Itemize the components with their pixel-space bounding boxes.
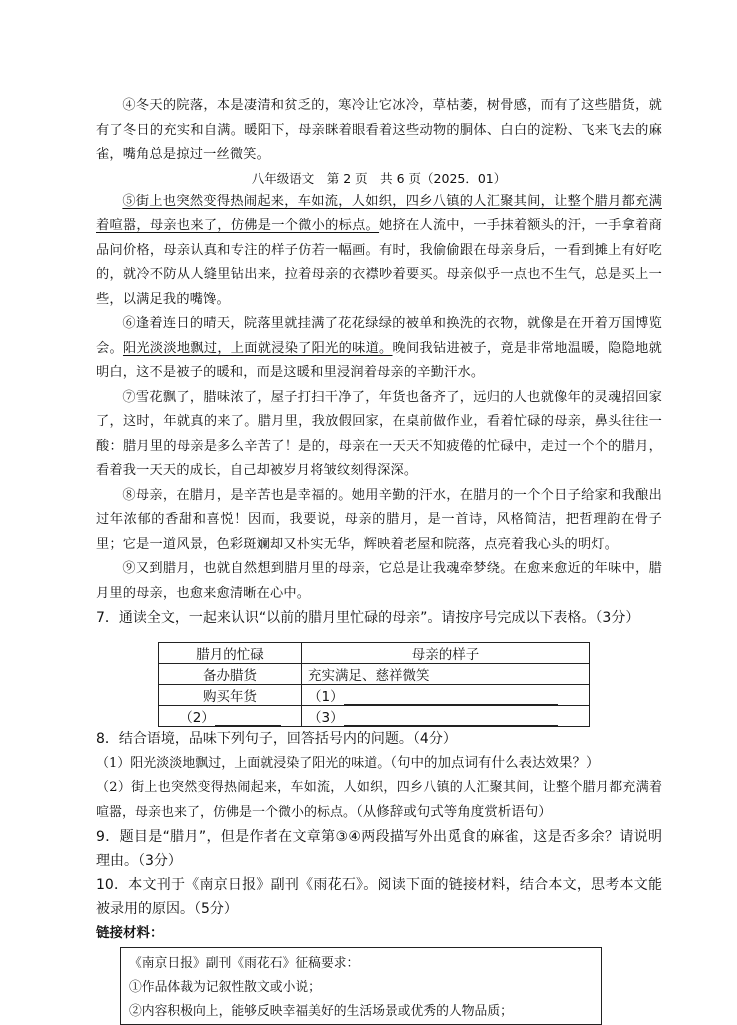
table-cell	[302, 706, 590, 727]
question-10: 10．本文刊于《南京日报》副刊《雨花石》。阅读下面的链接材料，结合本文，思考本文能被录用的原因。（5分）	[96, 877, 662, 917]
table-cell	[302, 685, 590, 706]
q8-sentence-1: （1）阳光淡淡地飘过，上面就浸染了阳光的味道。	[96, 756, 391, 771]
underlined-sentence-5: ⑤街上也突然变得热闹起来，车如流，人如织，四乡八镇的人汇聚其间，让整个腊月都充满着喧嚣，母亲也来了，仿佛是一个微小的标点。	[96, 193, 662, 233]
paragraph-8: ⑧母亲，在腊月，是辛苦也是幸福的。她用辛勤的汗水，在腊月的一个个日子给家和我酿出过年浓郁的香甜和喜悦！因而，我要说，母亲的腊月，是一首诗，风格简洁，把哲理韵在骨子里；它是一道风景，色彩斑斓却又朴实无华，辉映着老屋和院落，点亮着我心头的明灯。	[96, 487, 662, 552]
page-footer: 八年级语文 第 2 页 共 6 页（2025．01）	[251, 170, 507, 186]
question-8-item-1	[96, 751, 662, 776]
blank-label-3: （3）	[308, 710, 344, 726]
q8-sentence-2: （2）街上也突然变得热闹起来，车如流，人如织，四乡八镇的人汇聚其间，让整个腊月都充满着喧嚣，母亲也来了，仿佛是一个微小的标点。	[96, 780, 662, 820]
table-row	[159, 706, 590, 727]
box-line: ①作品体裁为记叙性散文或小说；	[129, 980, 321, 995]
table-cell	[159, 706, 302, 727]
paragraph-9: ⑨又到腊月，也就自然想到腊月里的母亲，它总是让我魂牵梦绕。在愈来愈近的年味中，腊月里的母亲，也愈来愈清晰在心中。	[96, 561, 662, 601]
question-7: 7．通读全文，一起来认识“以前的腊月里忙碌的母亲”。请按序号完成以下表格。（3分）	[96, 610, 640, 626]
question-8-item-2	[96, 776, 662, 825]
blank-label-2: （2）	[179, 710, 215, 726]
table-header: 腊月的忙碌	[159, 643, 302, 664]
question-8: 8．结合语境，品味下列句子，回答括号内的问题。（4分）	[96, 731, 457, 747]
table-header-row	[159, 643, 590, 664]
paragraph-5-rest: 她挤在人流中，一手抹着额头的汗，一手拿着商品问价格，母亲认真和专注的样子仿若一幅画。有时，我偷偷跟在母亲身后，一看到摊上有好吃的，就冷不防从人缝里钻出来，拉着母亲的衣襟吵着要买。母亲似乎一点也不生气，总是买上一些，以满足我的嘴馋。	[96, 218, 662, 307]
box-line: 《南京日报》副刊《雨花石》征稿要求：	[129, 956, 360, 971]
underlined-sentence-6: 阳光淡淡地飘过，上面就浸染了阳光的味道。	[122, 340, 393, 356]
table-row	[159, 664, 590, 685]
paragraph-6	[96, 312, 662, 386]
question-9: 9．题目是“腊月”，但是作者在文章第③④两段描写外出觅食的麻雀，这是否多余？请说明理由。（3分）	[96, 829, 662, 869]
link-material-label: 链接材料：	[96, 925, 164, 941]
table-cell: 购买年货	[159, 685, 302, 706]
paragraph-4: ④冬天的院落，本是凄清和贫乏的，寒冷让它冰冷，草枯萎，树骨感，而有了这些腊货，就有了冬日的充实和自满。暖阳下，母亲眯着眼看着这些动物的胴体、白白的淀粉、飞来飞去的麻雀，嘴角总是掠过一丝微笑。	[96, 98, 662, 162]
table-row	[159, 685, 590, 706]
paragraph-5	[96, 190, 662, 313]
blank-label-1: （1）	[308, 689, 344, 705]
answer-blank-3[interactable]	[344, 711, 558, 726]
link-material-box	[120, 947, 602, 1025]
table-cell: 备办腊货	[159, 664, 302, 685]
paragraph-7: ⑦雪花飘了，腊味浓了，屋子打扫干净了，年货也备齐了，远归的人也就像年的灵魂招回家了，这时，年就真的来了。腊月里，我放假回家，在桌前做作业，看着忙碌的母亲，鼻头往往一酸：腊月里的母亲是多么辛苦了！是的，母亲在一天天不知疲倦的忙碌中，走过一个个的腊月，看着我一天天的成长，自己却被岁月将皱纹刻得深深。	[96, 389, 662, 478]
q8-prompt-1: （句中的加点词有什么表达效果？）	[390, 755, 600, 771]
table-header: 母亲的样子	[302, 643, 590, 664]
box-line: ②内容积极向上，能够反映幸福美好的生活场景或优秀的人物品质；	[129, 1004, 513, 1019]
table-cell: 充实满足、慈祥微笑	[302, 664, 590, 685]
answer-blank-2[interactable]	[215, 711, 281, 726]
answer-table	[158, 642, 590, 727]
paragraph-6-rest: 晚间我钻进被子，竟是非常地温暖，隐隐地就明白，这不是被子的暖和，而是这暖和里浸润着母亲的辛勤汗水。	[96, 340, 663, 380]
answer-blank-1[interactable]	[344, 690, 558, 705]
q8-prompt-2: （从修辞或句式等角度赏析语句）	[356, 804, 552, 820]
exam-page	[96, 94, 662, 1025]
paragraph-6-start: ⑥逢着连日的晴天，院落里就挂满了花花绿绿的被单和换洗的衣物，就像是在开着万国博览会。	[96, 316, 662, 356]
